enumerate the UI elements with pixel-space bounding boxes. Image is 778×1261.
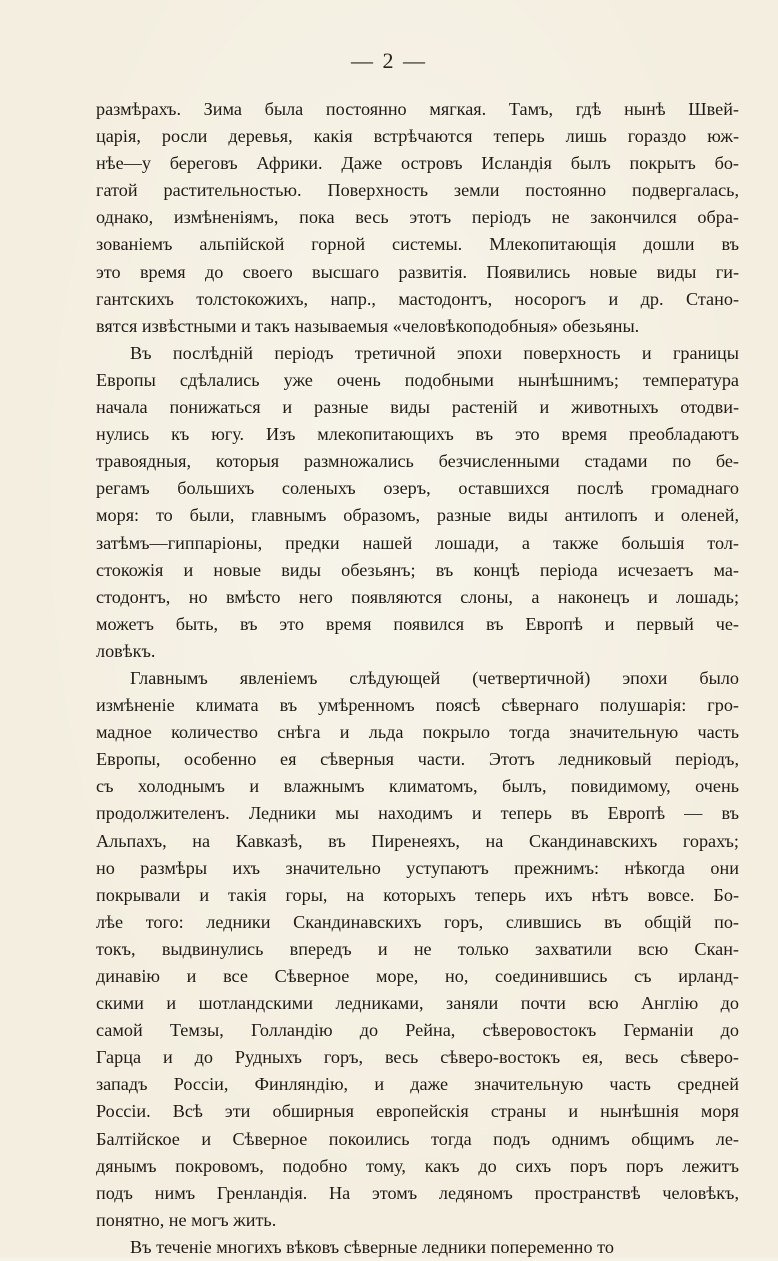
paragraph-first-line: Въ теченіе многихъ вѣковъ сѣверные ледники попеременно то	[130, 1236, 614, 1257]
text-line: Европы, особенно ея сѣверныя части. Этотъ ледниковый періодъ,	[96, 749, 739, 770]
text-line: регамъ большихъ соленыхъ озеръ, оставшихся послѣ громаднаго	[96, 478, 739, 499]
text-line: лѣе того: ледники Скандинавскихъ горъ, слившись въ общій по-	[96, 911, 739, 932]
text-line: вятся извѣстными и такъ называемыя «человѣкоподобныя» обезьяны.	[96, 315, 640, 336]
text-line: мадное количество снѣга и льда покрыло тогда значительную часть	[96, 722, 739, 743]
text-line: можетъ быть, въ это время появился въ Европѣ и первый че-	[96, 613, 739, 634]
text-line: скими и шотландскими ледниками, заняли почти всю Англію до	[96, 993, 739, 1014]
text-line: покрывали и такія горы, на которыхъ теперь ихъ нѣтъ вовсе. Бо-	[96, 884, 739, 905]
text-line: понятно, не могъ жить.	[96, 1209, 277, 1230]
text-line: измѣненіе климата въ умѣренномъ поясѣ сѣвернаго полушарія: гро-	[96, 695, 739, 716]
text-line: стокожія и новые виды обезьянъ; въ концѣ періода исчезаетъ ма-	[96, 559, 739, 580]
text-line: Балтійское и Сѣверное покоились тогда подъ однимъ общимъ ле-	[96, 1128, 739, 1149]
text-line: нѣе—у береговъ Африки. Даже островъ Исландія былъ покрытъ бо-	[96, 153, 739, 174]
text-line: гатой растительностью. Поверхность земли постоянно подвергалась,	[96, 180, 739, 201]
paragraph-first-line: Въ послѣдній періодъ третичной эпохи поверхность и границы	[130, 342, 739, 363]
text-line: подъ нимъ Гренландія. На этомъ ледяномъ пространствѣ человѣкъ,	[96, 1182, 739, 1203]
text-line: царія, росли деревья, какія встрѣчаются теперь лишь гораздо юж-	[96, 126, 739, 147]
text-line: Европы сдѣлались уже очень подобными нынѣшнимъ; температура	[96, 369, 739, 390]
text-line: ловѣкъ.	[96, 640, 156, 661]
text-line: стодонтъ, но вмѣсто него появляются слоны, а наконецъ и лошадь;	[96, 586, 739, 607]
text-line: зованіемъ альпійской горной системы. Млекопитающія дошли въ	[96, 234, 739, 255]
text-line: съ холоднымъ и влажнымъ климатомъ, былъ, повидимому, очень	[96, 776, 739, 797]
text-line: начала понижаться и разные виды растеній и животныхъ отодви-	[96, 397, 739, 418]
text-line: дянымъ покровомъ, подобно тому, какъ до сихъ поръ поръ лежитъ	[96, 1155, 739, 1176]
text-line: однако, измѣненіямъ, пока весь этотъ періодъ не закончился обра-	[96, 207, 739, 228]
text-line: Альпахъ, на Кавказѣ, въ Пиренеяхъ, на Скандинавскихъ горахъ;	[96, 830, 739, 851]
text-line: но размѣры ихъ значительно уступаютъ прежнимъ: нѣкогда они	[96, 857, 739, 878]
text-line: затѣмъ—гиппаріоны, предки нашей лошади, а также большія тол-	[96, 532, 739, 553]
text-line: гантскихъ толстокожихъ, напр., мастодонтъ, носорогъ и др. Стано-	[96, 288, 739, 309]
paragraph-first-line: Главнымъ явленіемъ слѣдующей (четвертичной) эпохи было	[130, 667, 739, 688]
text-line: самой Темзы, Голландію до Рейна, сѣверовостокъ Германіи до	[96, 1020, 739, 1041]
text-line: Россіи. Всѣ эти обширныя европейскія страны и нынѣшнія моря	[96, 1101, 739, 1122]
text-line: продолжителенъ. Ледники мы находимъ и теперь въ Европѣ — въ	[96, 803, 739, 824]
text-line: размѣрахъ. Зима была постоянно мягкая. Тамъ, гдѣ нынѣ Швей-	[96, 99, 739, 119]
body-text	[96, 96, 739, 1261]
text-line: Гарца и до Рудныхъ горъ, весь сѣверо-востокъ ея, весь сѣверо-	[96, 1047, 739, 1068]
text-line: токъ, выдвинулись впередъ и не только захватили всю Скан-	[96, 938, 739, 959]
text-line: моря: то были, главнымъ образомъ, разные виды антилопъ и оленей,	[96, 505, 739, 526]
text-line: западъ Россіи, Финляндію, и даже значительную часть средней	[96, 1074, 739, 1095]
page-number: — 2 —	[351, 48, 427, 73]
text-line: травоядныя, которыя размножались безчисленными стадами по бе-	[96, 451, 739, 472]
text-line: нулись къ югу. Изъ млекопитающихъ въ это время преобладаютъ	[96, 424, 739, 445]
text-line: это время до своего высшаго развитія. Появились новые виды ги-	[96, 261, 739, 282]
text-line: динавію и все Сѣверное море, но, соединившись съ ирланд-	[96, 966, 739, 986]
